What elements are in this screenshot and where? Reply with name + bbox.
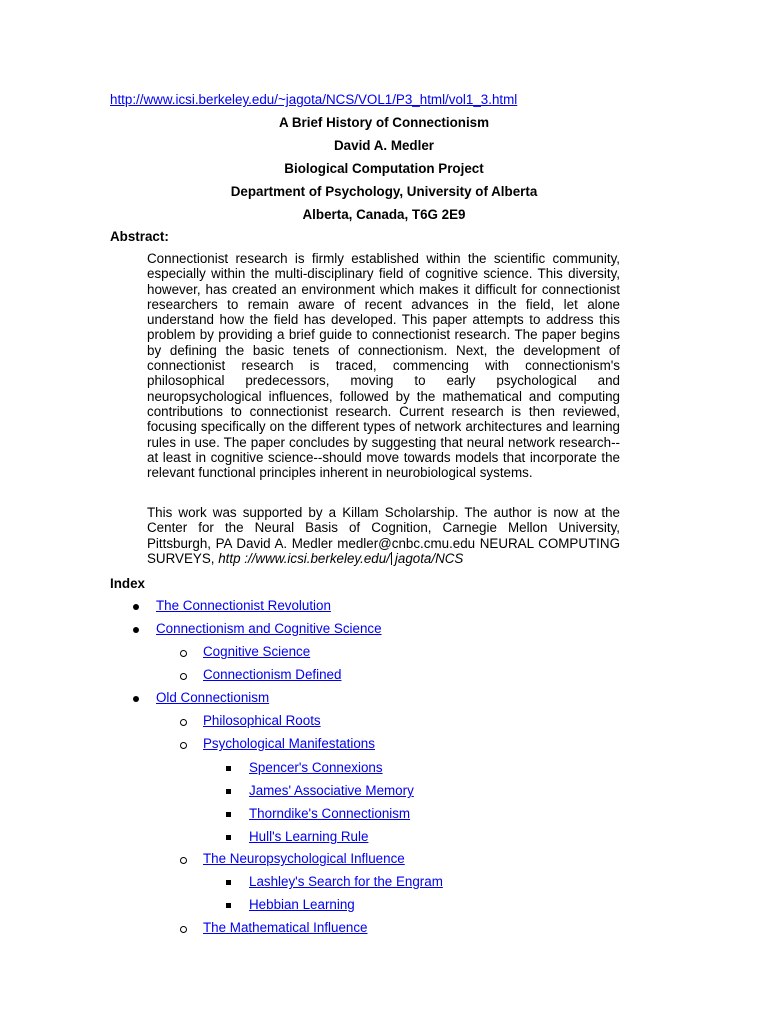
index-link[interactable]: Lashley's Search for the Engram [249,874,443,889]
index-link[interactable]: Old Connectionism [156,690,270,705]
bullet-circle-icon [180,926,187,933]
location-text: Alberta, Canada, T6G 2E9 [302,207,466,222]
support-url-end: jagota/NCS [394,550,464,566]
index-link[interactable]: The Connectionist Revolution [156,598,331,613]
text-cursor-icon [391,552,394,565]
department-name: Department of Psychology, University of Alberta [230,184,538,199]
abstract-body: Connectionist research is firmly established within the scientific community, especially within the multi-disciplinary field of cognitive science. This diversity, however, has created an environment which makes it difficult for connectionist researchers to remain aware of recent advances in the field, let alone understand how the field has developed. This paper attempts to address this problem by providing a brief guide to connectionist research. The paper begins by defining the basic tenets of connectionism. Next, the development of connectionist research is traced, commencing with connectionism's philosophical predecessors, moving to early psychological and neuropsychological influences, followed by the mathematical and computing contributions to connectionist research. Current research is then reviewed, focusing specifically on the different types of network architectures and learning rules in use. The paper concludes by suggesting that neural network research--at least in cognitive science--should move towards models that incorporate the relevant functional principles inherent in neurobiological systems. [147,251,620,481]
support-note [147,505,620,566]
index-heading: Index [110,576,145,591]
index-link[interactable]: Cognitive Science [203,644,311,659]
index-link[interactable]: Thorndike's Connectionism [249,806,411,821]
index-link[interactable]: Spencer's Connexions [249,760,383,775]
abstract-heading: Abstract: [110,229,169,244]
support-url-start: http ://www.icsi.berkeley.edu/ [218,550,390,566]
bullet-circle-icon [180,857,187,864]
bullet-disc-icon [133,604,139,610]
index-link[interactable]: Connectionism Defined [203,667,342,682]
support-text: This work was supported by a Killam Scholarship. The author is now at the Center for the Neural Basis of Cognition, Carnegie Mellon University, Pittsburgh, PA David A. Medler medler@cnbc.cmu.edu NEURAL COMPUTING SURVEYS, [147,505,620,566]
index-link[interactable]: The Mathematical Influence [203,920,368,935]
index-link[interactable]: Hull's Learning Rule [249,829,369,844]
bullet-square-icon [226,812,231,817]
document-title: A Brief History of Connectionism [278,115,490,130]
bullet-square-icon [226,766,231,771]
index-link[interactable]: Psychological Manifestations [203,736,375,751]
index-link[interactable]: Hebbian Learning [249,897,355,912]
index-link[interactable]: The Neuropsychological Influence [203,851,405,866]
bullet-circle-icon [180,742,187,749]
support-url [218,551,463,566]
bullet-disc-icon [133,627,139,633]
index-link[interactable]: Connectionism and Cognitive Science [156,621,382,636]
bullet-square-icon [226,835,231,840]
author-name: David A. Medler [334,138,434,153]
project-name: Biological Computation Project [284,161,484,176]
bullet-circle-icon [180,673,187,680]
bullet-circle-icon [180,650,187,657]
bullet-disc-icon [133,696,139,702]
bullet-circle-icon [180,719,187,726]
bullet-square-icon [226,789,231,794]
index-link[interactable]: Philosophical Roots [203,713,321,728]
index-link[interactable]: James' Associative Memory [249,783,414,798]
source-url-link[interactable]: http://www.icsi.berkeley.edu/~jagota/NCS/VOL1/P3_html/vol1_3.html [110,92,518,107]
bullet-square-icon [226,903,231,908]
bullet-square-icon [226,880,231,885]
